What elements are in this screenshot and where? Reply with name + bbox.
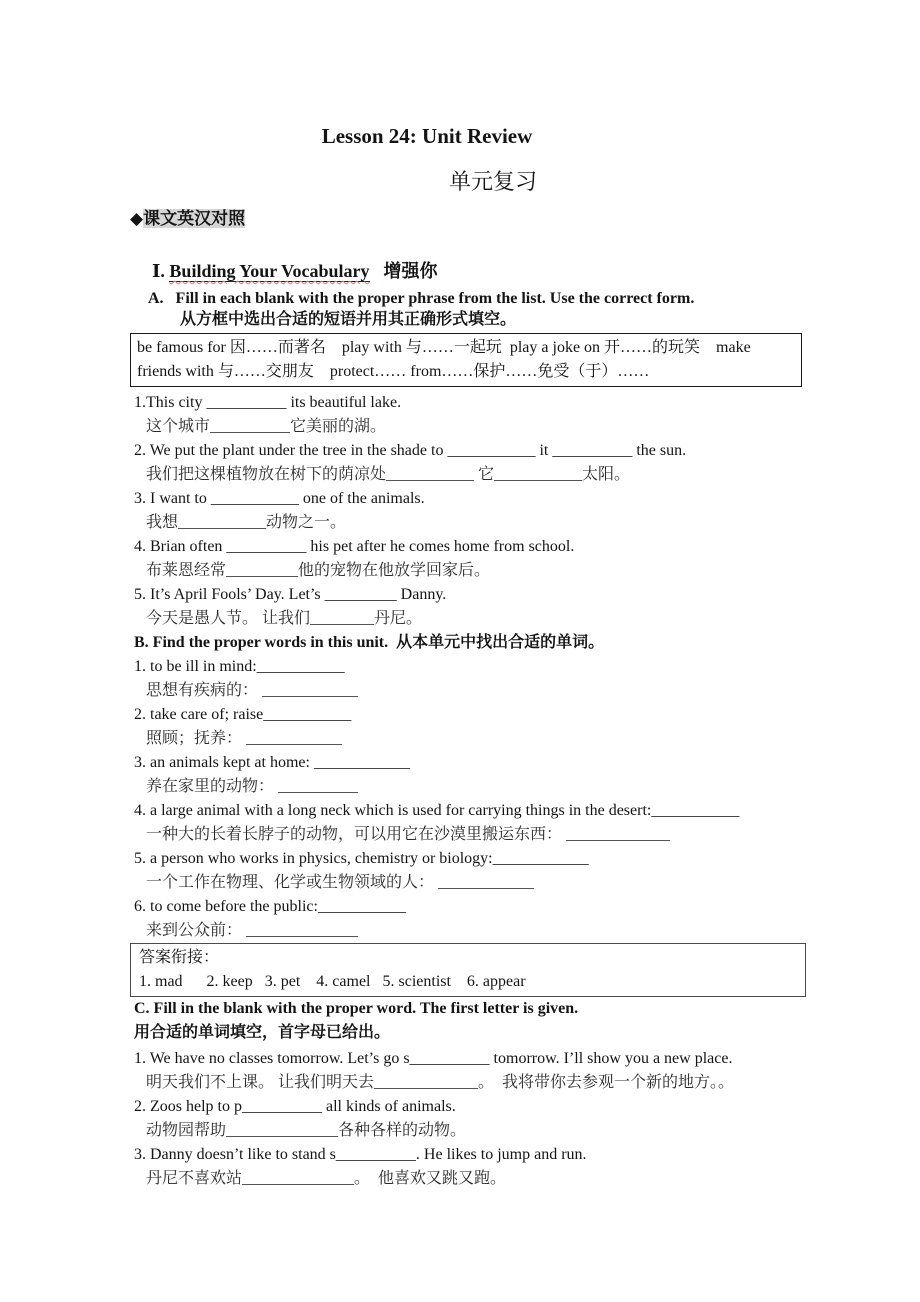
exercise-item-cn: 明天我们不上课。 让我们明天去_____________。 我将带你去参观一个新的地方。。: [146, 1074, 735, 1091]
section-marker-line: [130, 208, 820, 230]
exercise-item-cn: 我们把这棵植物放在树下的荫凉处___________ 它___________太阳。: [146, 466, 631, 483]
phrase-word-bank-box: [130, 333, 802, 387]
exercise-item-en: 2. Zoos help to p__________ all kinds of animals.: [134, 1098, 456, 1115]
exercise-item-cn: 动物园帮助______________各种各样的动物。: [146, 1122, 467, 1139]
exercise-item-cn: 一个工作在物理、化学或生物领域的人： ____________: [146, 874, 535, 891]
exercise-item-en: 1. to be ill in mind:___________: [134, 658, 345, 675]
part-a-items: [130, 391, 820, 631]
page-title: Lesson 24: Unit Review: [321, 124, 533, 148]
exercise-item-en: 6. to come before the public:___________: [134, 898, 406, 915]
section-marker-label: 课文英汉对照: [143, 209, 246, 228]
section-1-heading: [130, 258, 820, 284]
exercise-item-en: 5. It’s April Fools’ Day. Let’s _________ Danny.: [134, 586, 447, 603]
exercise-item-en: 1. We have no classes tomorrow. Let’s go s__________ tomorrow. I’ll show you a new place.: [134, 1050, 733, 1067]
exercise-item-en: 3. an animals kept at home: ____________: [134, 754, 410, 771]
diamond-icon: ◆: [130, 209, 144, 228]
answer-key-box: [130, 943, 806, 997]
exercise-item-cn: 丹尼不喜欢站______________。 他喜欢又跳又跑。: [146, 1170, 507, 1187]
part-a-instruction-en: A. Fill in each blank with the proper phrase from the list. Use the correct form.: [148, 290, 695, 307]
exercise-item-cn: 养在家里的动物： __________: [146, 778, 359, 795]
exercise-item-en: 3. Danny doesn’t like to stand s__________. He likes to jump and run.: [134, 1146, 587, 1163]
answer-key-values: 1. mad 2. keep 3. pet 4. camel 5. scientist 6. appear: [139, 973, 526, 990]
exercise-item-en: 2. We put the plant under the tree in the shade to ___________ it __________ the sun.: [134, 442, 687, 459]
part-a-instruction-cn: 从方框中选出合适的短语并用其正确形式填空。: [180, 311, 517, 328]
exercise-item-en: 5. a person who works in physics, chemistry or biology:____________: [134, 850, 589, 867]
exercise-item-en: 3. I want to ___________ one of the animals.: [134, 490, 425, 507]
exercise-item-cn: 布莱恩经常_________他的宠物在他放学回家后。: [146, 562, 491, 579]
section-1-numeral: Ⅰ.: [152, 261, 170, 281]
page-subtitle: 单元复习: [448, 169, 537, 194]
exercise-item-en: 1.This city __________ its beautiful lake.: [134, 394, 402, 411]
part-b-items: [130, 655, 820, 943]
exercise-item-en: 2. take care of; raise___________: [134, 706, 352, 723]
exercise-item-cn: 我想___________动物之一。: [146, 514, 347, 531]
part-b-heading: B. Find the proper words in this unit. 从本单元中找出合适的单词。: [134, 634, 605, 651]
section-1-title-cn: 增强你: [383, 261, 438, 281]
phrase-bank-line: friends with 与……交朋友 protect…… from……保护……免受（于）……: [137, 363, 650, 380]
exercise-item-en: 4. a large animal with a long neck which is used for carrying things in the desert:___________: [134, 802, 740, 819]
part-c-items: [130, 1047, 820, 1191]
section-1-title: Building Your Vocabulary: [169, 261, 370, 281]
exercise-item-cn: 今天是愚人节。 让我们________丹尼。: [146, 610, 423, 627]
answer-key-label: 答案衔接：: [139, 949, 220, 966]
exercise-item-cn: 这个城市__________它美丽的湖。: [146, 418, 387, 435]
exercise-item-cn: 来到公众前： ______________: [146, 922, 359, 939]
part-c-heading-cn: 用合适的单词填空，首字母已给出。: [134, 1024, 391, 1041]
phrase-bank-line: be famous for 因……而著名 play with 与……一起玩 play a joke on 开……的玩笑 make: [137, 339, 751, 356]
part-c-heading-en: C. Fill in the blank with the proper word. The first letter is given.: [134, 1000, 579, 1017]
exercise-item-cn: 思想有疾病的： ____________: [146, 682, 359, 699]
exercise-item-en: 4. Brian often __________ his pet after he comes home from school.: [134, 538, 575, 555]
exercise-item-cn: 照顾；抚养： ____________: [146, 730, 343, 747]
exercise-item-cn: 一种大的长着长脖子的动物，可以用它在沙漠里搬运东西： _____________: [146, 826, 671, 843]
